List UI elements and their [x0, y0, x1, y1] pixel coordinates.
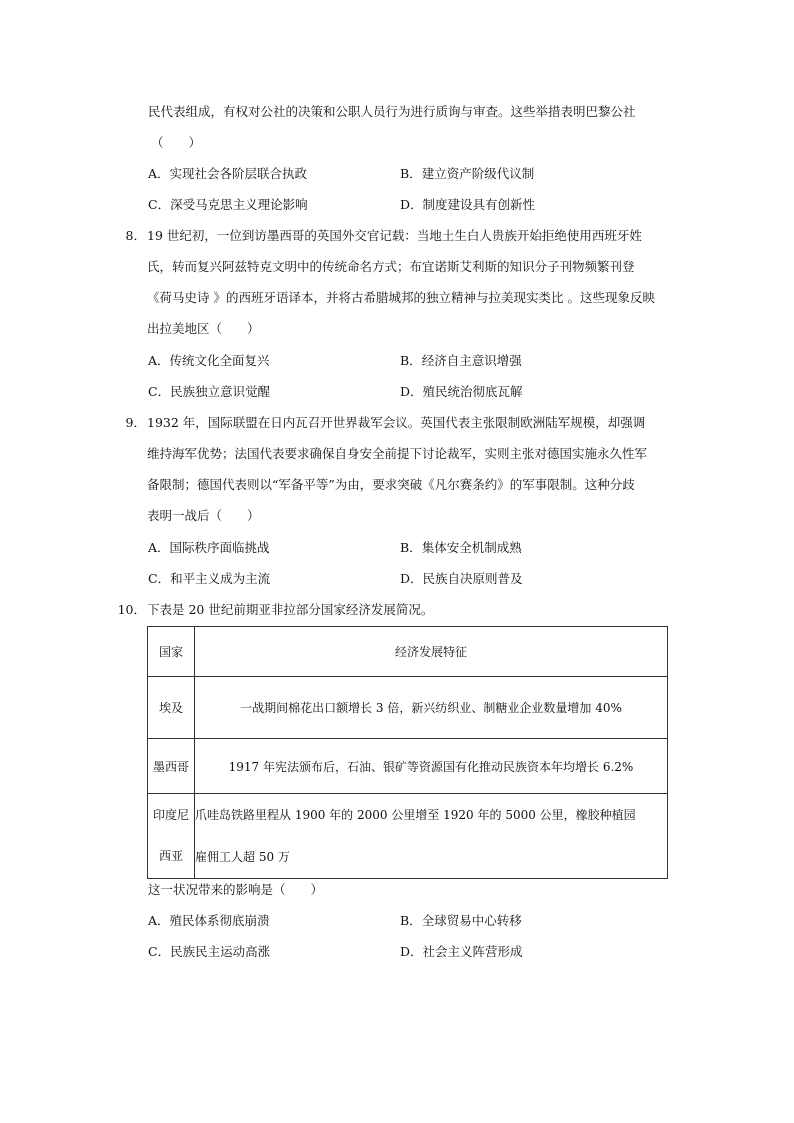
option-text: 经济自主意识增强 [421, 353, 522, 368]
option-label: A． [148, 540, 170, 555]
table-header-row [148, 627, 668, 677]
q10-stem-line: 下表是 20 世纪前期亚非拉部分国家经济发展简况。 [147, 602, 434, 617]
q8-stem-line: 19 世纪初，一位到访墨西哥的英国外交官记载：当地土生白人贵族开始拒绝使用西班牙姓 [147, 228, 642, 243]
q10-option-a[interactable] [148, 913, 270, 929]
option-text: 民族独立意识觉醒 [170, 384, 271, 399]
q10-option-d[interactable] [400, 944, 523, 960]
q7-option-a[interactable] [148, 166, 307, 182]
table-cell-country: 墨西哥 [148, 739, 195, 794]
table-header-country: 国家 [148, 627, 195, 677]
q9-option-d[interactable] [400, 571, 523, 587]
q8-option-b[interactable] [400, 353, 522, 369]
q8-option-c[interactable] [148, 384, 270, 400]
q9-option-a[interactable] [148, 540, 270, 556]
option-text: 传统文化全面复兴 [169, 353, 270, 368]
table-cell-feature: 一战期间棉花出口额增长 3 倍，新兴纺织业、制糖业企业数量增加 40% [195, 677, 668, 739]
option-label: B． [400, 166, 422, 181]
q10-option-b[interactable] [400, 913, 522, 929]
option-text: 民族民主运动高涨 [170, 944, 271, 959]
option-text: 集体安全机制成熟 [421, 540, 522, 555]
option-text: 实现社会各阶层联合执政 [169, 166, 308, 181]
table-cell-feature: 1917 年宪法颁布后，石油、银矿等资源国有化推动民族资本年均增长 6.2% [195, 739, 668, 794]
option-text: 制度建设具有创新性 [422, 197, 536, 212]
table-header-feature: 经济发展特征 [195, 627, 668, 677]
option-label: D． [400, 384, 423, 399]
table-row [148, 739, 668, 794]
option-text: 和平主义成为主流 [170, 571, 271, 586]
q8-option-d[interactable] [400, 384, 523, 400]
option-label: A． [148, 353, 170, 368]
q7-stem-line: 民代表组成，有权对公社的决策和公职人员行为进行质询与审查。这些举措表明巴黎公社 [148, 104, 636, 119]
option-text: 殖民体系彻底崩溃 [169, 913, 270, 928]
q7-option-c[interactable] [148, 197, 308, 213]
option-label: C． [148, 197, 171, 212]
q8-stem-line: 《荷马史诗 》的西班牙语译本，并将古希腊城邦的独立精神与拉美现实类比 。这些现象反映 [147, 290, 655, 305]
q9-stem-line: 表明一战后（ ） [147, 508, 260, 523]
option-label: A． [148, 913, 170, 928]
option-label: D． [400, 197, 423, 212]
option-text: 建立资产阶级代议制 [421, 166, 535, 181]
option-text: 社会主义阵营形成 [422, 944, 523, 959]
option-label: D． [400, 571, 423, 586]
table-cell-country [148, 794, 195, 879]
table-cell-country: 埃及 [148, 677, 195, 739]
q9-number: 9． [125, 415, 146, 430]
q8-stem-line: 氏，转而复兴阿兹特克文明中的传统命名方式；布宜诺斯艾利斯的知识分子刊物频繁刊登 [147, 259, 635, 274]
option-text: 殖民统治彻底瓦解 [422, 384, 523, 399]
option-label: B． [400, 353, 422, 368]
q9-option-b[interactable] [400, 540, 522, 556]
q9-stem-line: 备限制；德国代表则以“军备平等”为由，要求突破《凡尔赛条约》的军事限制。这种分歧 [147, 477, 635, 492]
option-text: 深受马克思主义理论影响 [170, 197, 308, 212]
q8-stem-line: 出拉美地区（ ） [147, 321, 260, 336]
q8-option-a[interactable] [148, 353, 270, 369]
option-label: B． [400, 540, 422, 555]
option-label: B． [400, 913, 422, 928]
table-cell-feature [195, 794, 668, 879]
option-label: C． [148, 944, 171, 959]
q10-number: 10． [117, 602, 146, 617]
feature-line: 雇佣工人超 50 万 [195, 850, 290, 864]
feature-line: 爪哇岛铁路里程从 1900 年的 2000 公里增至 1920 年的 5000 公里，橡胶种植园 [195, 808, 636, 822]
option-label: D． [400, 944, 423, 959]
option-label: A． [148, 166, 170, 181]
q7-option-b[interactable] [400, 166, 534, 182]
option-text: 全球贸易中心转移 [421, 913, 522, 928]
option-label: C． [148, 571, 171, 586]
q7-answer-blank: （ ） [151, 135, 202, 150]
country-name-line: 印度尼 [152, 808, 189, 822]
table-row [148, 677, 668, 739]
country-name-line: 西亚 [158, 849, 183, 863]
q9-stem-line: 1932 年，国际联盟在日内瓦召开世界裁军会议。英国代表主张限制欧洲陆军规模，却强调 [147, 415, 646, 430]
q7-option-d[interactable] [400, 197, 535, 213]
table-row [148, 794, 668, 879]
q9-option-c[interactable] [148, 571, 270, 587]
option-text: 民族自决原则普及 [422, 571, 523, 586]
option-text: 国际秩序面临挑战 [169, 540, 270, 555]
option-label: C． [148, 384, 171, 399]
q10-option-c[interactable] [148, 944, 270, 960]
q10-question-line: 这一状况带来的影响是（ ） [148, 882, 324, 897]
q8-number: 8． [125, 228, 146, 243]
economic-development-table [147, 626, 668, 879]
q9-stem-line: 维持海军优势；法国代表要求确保自身安全前提下讨论裁军，实则主张对德国实施永久性军 [147, 446, 648, 461]
